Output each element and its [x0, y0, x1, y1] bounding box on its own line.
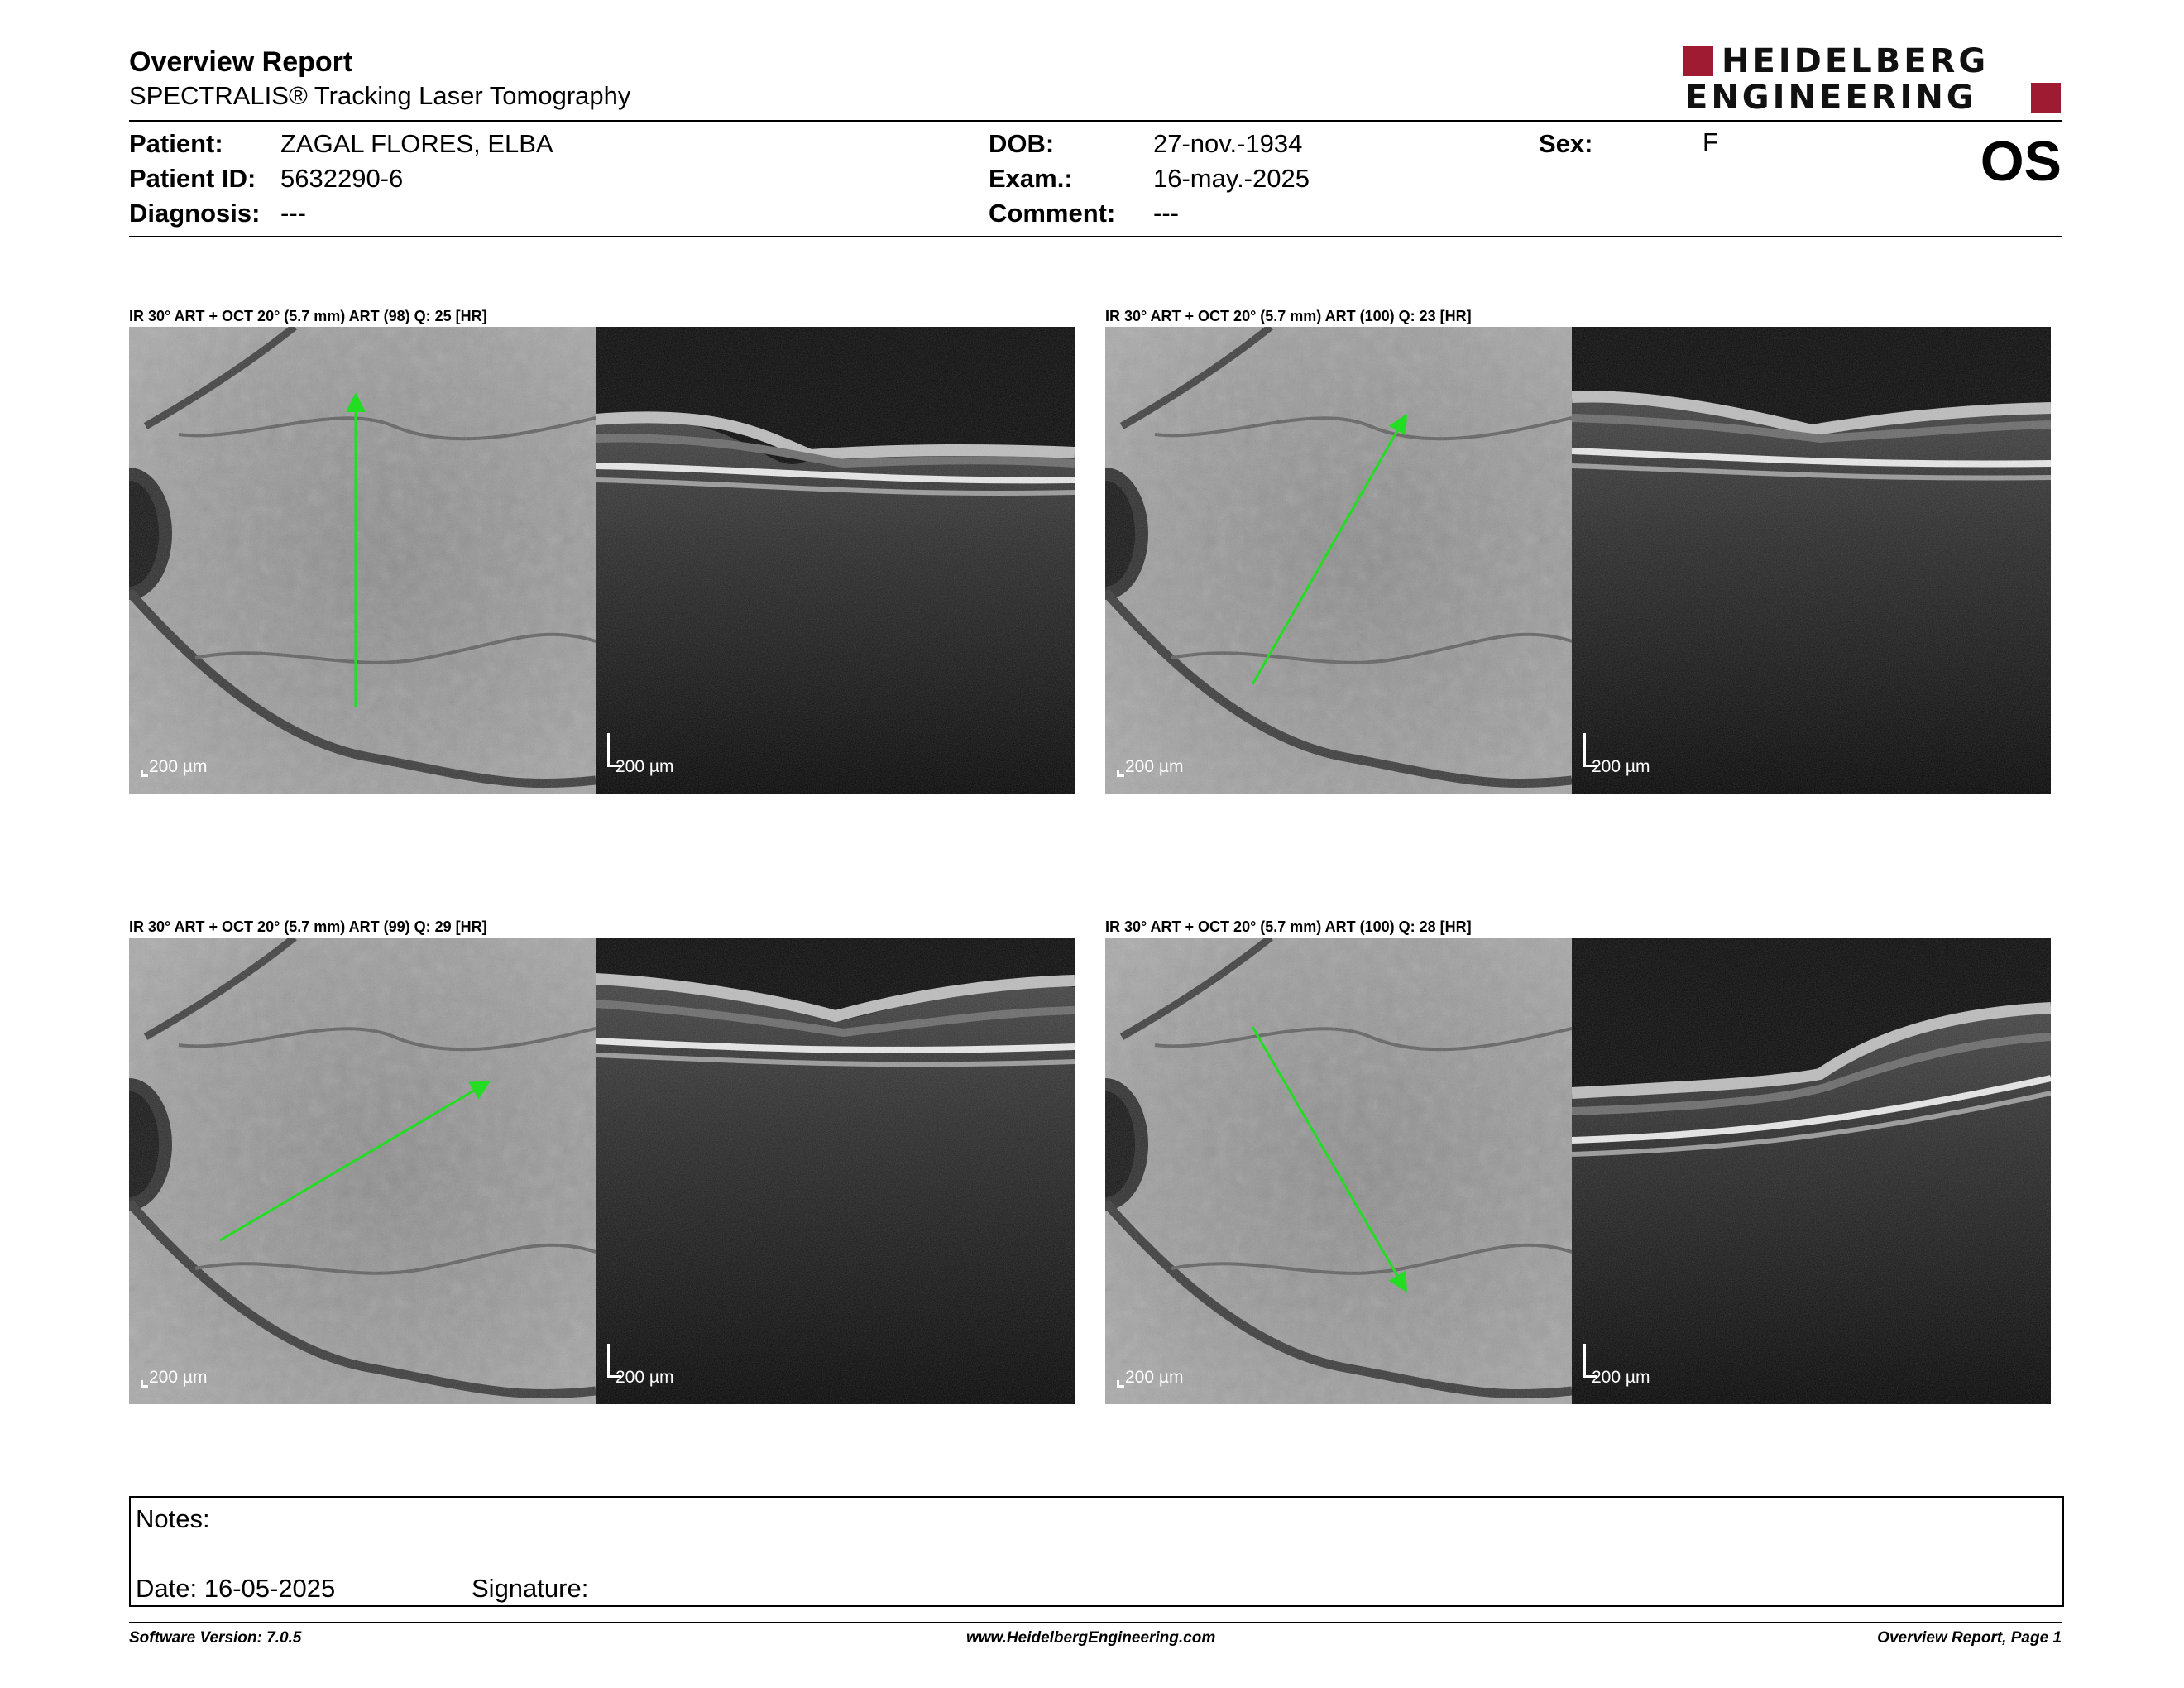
scale-bar-icon: [141, 770, 148, 777]
patient-id-value: 5632290-6: [280, 164, 404, 193]
patient-name: ZAGAL FLORES, ELBA: [280, 129, 553, 158]
sex-value: F: [1703, 127, 1718, 156]
oct-bscan-image: [1572, 938, 2051, 1404]
panel-3-caption: IR 30° ART + OCT 20° (5.7 mm) ART (99) Q: 29 [HR]: [129, 918, 487, 935]
oct-bscan-image: [596, 327, 1075, 794]
report-subtitle: SPECTRALIS® Tracking Laser Tomography: [129, 81, 631, 110]
page-indicator: Overview Report, Page 1: [1877, 1629, 2062, 1647]
comment-label: Comment:: [989, 199, 1116, 228]
patient-id-label: Patient ID:: [129, 164, 256, 193]
logo-square-top: [1684, 46, 1713, 76]
dob-label: DOB:: [989, 129, 1055, 158]
oct-scale-label: 200 µm: [615, 1368, 674, 1387]
logo-line2: ENGINEERING: [1685, 79, 1977, 117]
sex-label: Sex:: [1539, 129, 1593, 158]
oct-scale-label: 200 µm: [1592, 757, 1650, 776]
comment-value: ---: [1153, 199, 1179, 228]
ir-scale-label: 200 µm: [149, 1368, 208, 1387]
notes-label: Notes:: [136, 1504, 210, 1533]
scan-panel-2: [1105, 327, 2051, 794]
oct-bscan-image: [1572, 327, 2051, 794]
oct-scale-label: 200 µm: [615, 757, 674, 776]
logo-square-bottom: [2031, 83, 2061, 113]
scan-panel-4: [1105, 938, 2051, 1404]
scale-bar-icon: [141, 1380, 148, 1388]
software-version: Software Version: 7.0.5: [129, 1629, 302, 1647]
header-rule: [129, 120, 2062, 122]
scan-arrow: [1105, 938, 1572, 1404]
scan-arrow: [129, 938, 596, 1404]
website-link[interactable]: www.HeidelbergEngineering.com: [966, 1629, 1216, 1647]
ir-scale-label: 200 µm: [1125, 1368, 1184, 1387]
scan-panel-3: [129, 938, 1075, 1404]
logo-line1: HEIDELBERG: [1722, 42, 1990, 80]
ir-fundus-image: [1105, 327, 1572, 794]
date-label: Date: 16-05-2025: [136, 1574, 336, 1603]
panel-1-caption: IR 30° ART + OCT 20° (5.7 mm) ART (98) Q: 25 [HR]: [129, 308, 487, 324]
report-title: Overview Report: [129, 46, 353, 78]
ir-fundus-image: [129, 938, 596, 1404]
ir-scale-label: 200 µm: [149, 757, 208, 776]
footer-rule: [129, 1622, 2062, 1623]
panel-4-caption: IR 30° ART + OCT 20° (5.7 mm) ART (100) Q: 28 [HR]: [1105, 918, 1472, 935]
diagnosis-value: ---: [280, 199, 306, 228]
exam-label: Exam.:: [989, 164, 1073, 193]
scan-arrow: [1105, 327, 1572, 794]
panel-2-caption: IR 30° ART + OCT 20° (5.7 mm) ART (100) Q: 23 [HR]: [1105, 308, 1472, 324]
oct-bscan-image: [596, 938, 1075, 1404]
signature-label: Signature:: [472, 1574, 589, 1603]
notes-box[interactable]: [129, 1496, 2064, 1607]
ir-scale-label: 200 µm: [1125, 757, 1184, 776]
scale-bar-icon: [1117, 1380, 1124, 1388]
patient-info-rule: [129, 236, 2062, 237]
exam-value: 16-may.-2025: [1153, 164, 1310, 193]
oct-scale-label: 200 µm: [1592, 1368, 1650, 1387]
ir-fundus-image: [1105, 938, 1572, 1404]
dob-value: 27-nov.-1934: [1153, 129, 1303, 158]
diagnosis-label: Diagnosis:: [129, 199, 261, 228]
heidelberg-logo: [1684, 42, 2064, 117]
scan-arrow: [129, 327, 596, 794]
scale-bar-icon: [1117, 770, 1124, 777]
scan-panel-1: [129, 327, 1075, 794]
ir-fundus-image: [129, 327, 596, 794]
patient-label: Patient:: [129, 129, 223, 158]
eye-label: OS: [1980, 130, 2062, 193]
